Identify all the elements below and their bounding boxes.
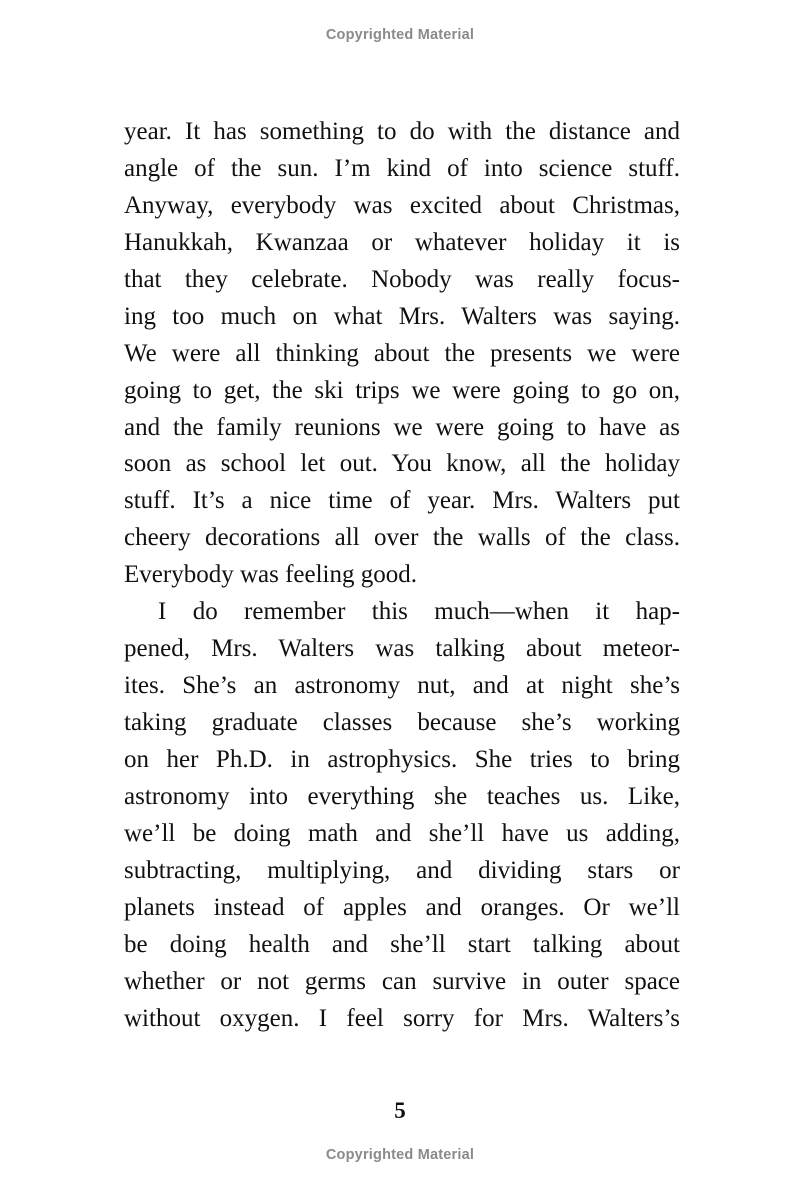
text-line: without oxygen. I feel sorry for Mrs. Walters’s (124, 1004, 680, 1032)
text-line: astronomy into everything she teaches us. Like, (124, 782, 680, 810)
text-line: Anyway, everybody was excited about Christmas, (124, 191, 680, 219)
text-line: pened, Mrs. Walters was talking about meteor- (124, 635, 680, 663)
text-line: be doing health and she’ll start talking about (124, 930, 680, 958)
text-line: subtracting, multiplying, and dividing stars or (124, 856, 680, 884)
text-line: Hanukkah, Kwanzaa or whatever holiday it is (124, 228, 680, 256)
text-line: year. It has something to do with the distance and (124, 118, 680, 145)
text-line: We were all thinking about the presents we were (124, 339, 680, 367)
text-line: angle of the sun. I’m kind of into science stuff. (124, 154, 680, 182)
copyright-watermark-top: Copyrighted Material (325, 27, 475, 43)
text-line: going to get, the ski trips we were going to go on, (124, 376, 680, 404)
text-line: that they celebrate. Nobody was really focus- (124, 265, 680, 293)
text-line: we’ll be doing math and she’ll have us adding, (124, 819, 680, 847)
text-line: stuff. It’s a nice time of year. Mrs. Walters put (124, 487, 680, 515)
text-line: soon as school let out. You know, all the holiday (124, 450, 680, 478)
text-line: cheery decorations all over the walls of the class. (124, 524, 680, 552)
paragraph-last-line: Everybody was feeling good. (124, 561, 417, 589)
copyright-watermark-bottom: Copyrighted Material (325, 1147, 475, 1163)
text-line: taking graduate classes because she’s working (124, 709, 680, 736)
text-line: ing too much on what Mrs. Walters was saying. (124, 302, 680, 330)
page-body-text (124, 114, 680, 1037)
text-line: ites. She’s an astronomy nut, and at night she’s (124, 672, 680, 700)
text-line: on her Ph.D. in astrophysics. She tries to bring (124, 745, 680, 773)
paragraph-first-line: I do remember this much—when it hap- (158, 598, 680, 626)
page-number: 5 (394, 1098, 406, 1123)
text-line: and the family reunions we were going to have as (124, 413, 680, 441)
text-line: planets instead of apples and oranges. Or we’ll (124, 893, 680, 921)
text-line: whether or not germs can survive in outer space (124, 967, 680, 995)
